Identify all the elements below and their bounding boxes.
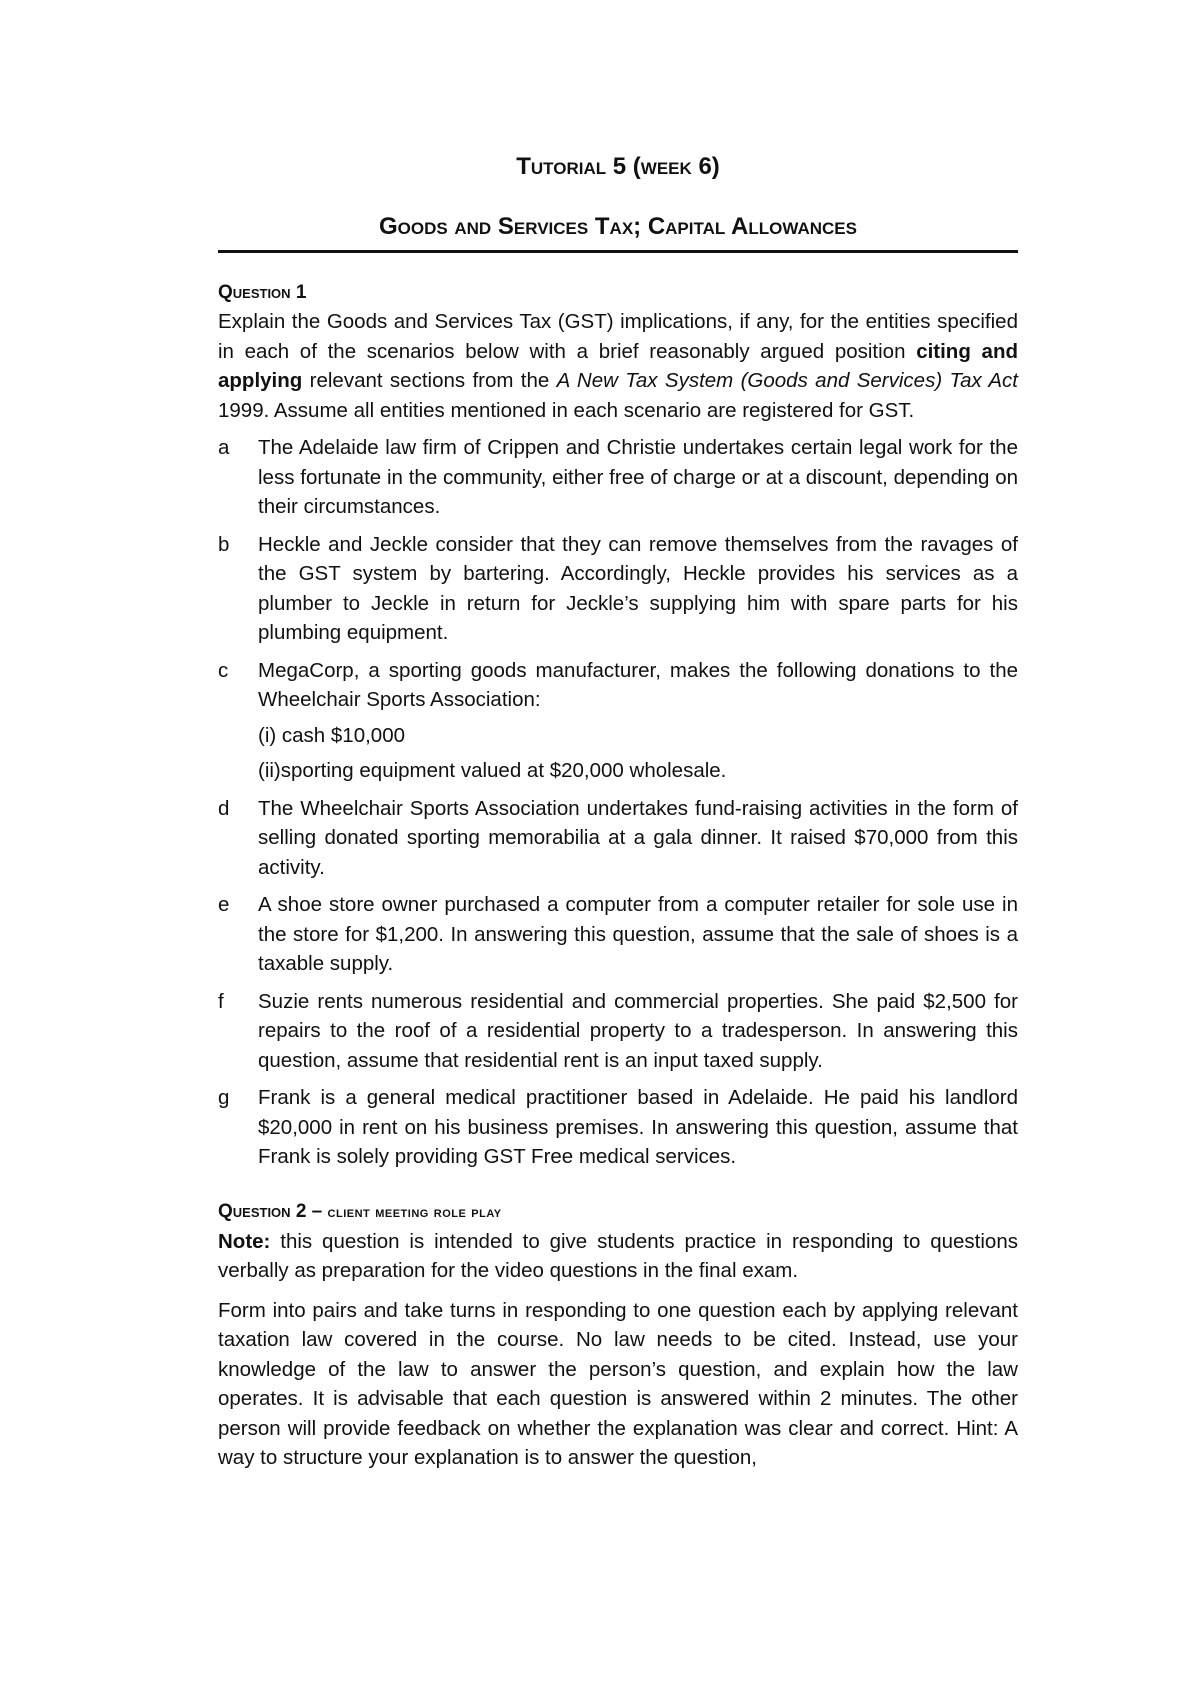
note-text: this question is intended to give students practice in responding to questions verbally as preparation for the video questions in the final exam.: [218, 1229, 1018, 1282]
item-text: Heckle and Jeckle consider that they can remove themselves from the ravages of the GST system by bartering. Accordingly, Heckle provides his services as a plumber to Jeckle in return for Jeckle’s supplying him with spare parts for his plumbing equipment.: [258, 532, 1018, 644]
list-item: [218, 433, 1018, 522]
act-title: A New Tax System (Goods and Services) Tax Act: [556, 369, 1018, 392]
item-text: Frank is a general medical practitioner based in Adelaide. He paid his landlord $20,000 in rent on his business premises. In answering this question, assume that Frank is solely providing GST Free medical services.: [258, 1086, 1018, 1168]
question-2-heading: [218, 1198, 1018, 1227]
item-label: d: [218, 796, 230, 820]
item-label: c: [218, 658, 229, 682]
document-page: [218, 150, 1018, 1473]
intro-text: 1999. Assume all entities mentioned in each scenario are registered for GST.: [218, 398, 915, 422]
intro-text: Explain the Goods and Services Tax (GST) implications, if any, for the entities specified in each of the scenarios below with a brief reasonably argued position: [218, 310, 1018, 363]
item-label: g: [218, 1086, 230, 1109]
sub-item: (i) cash $10,000: [258, 723, 406, 747]
list-item: [218, 987, 1018, 1076]
list-item: [218, 656, 1018, 786]
item-text: A shoe store owner purchased a computer from a computer retailer for sole use in the store for $1,200. In answering this question, assume that the sale of shoes is a taxable supply.: [258, 893, 1018, 975]
item-label: f: [218, 989, 224, 1013]
item-label: a: [218, 436, 230, 459]
page-subtitle: Goods and Services Tax; Capital Allowances: [378, 213, 857, 240]
question-2-title: Question 2 –: [218, 1200, 328, 1222]
item-text: The Adelaide law firm of Crippen and Christie undertakes certain legal work for the less fortunate in the community, either free of charge or at a discount, depending on their circumstances.: [258, 436, 1018, 518]
intro-bold-text: citing and applying: [218, 339, 1018, 392]
item-text: Suzie rents numerous residential and commercial properties. She paid $2,500 for repairs to the roof of a residential property to a tradesperson. In answering this question, assume that residential rent is an input taxed supply.: [258, 989, 1018, 1072]
item-text: The Wheelchair Sports Association undertakes fund-raising activities in the form of selling donated sporting memorabilia at a gala dinner. It raised $70,000 from this activity.: [258, 796, 1018, 879]
note-label: Note:: [218, 1229, 271, 1253]
item-label: b: [218, 532, 230, 556]
question-1-heading: Question 1: [218, 282, 307, 303]
question-1-intro: [218, 307, 1018, 425]
list-item: [218, 794, 1018, 883]
question-2-note: [218, 1227, 1018, 1286]
item-label: e: [218, 893, 230, 916]
list-item: [218, 890, 1018, 979]
item-text: MegaCorp, a sporting goods manufacturer, makes the following donations to the Wheelchair Sports Association:: [258, 658, 1018, 711]
sub-item: (ii)sporting equipment valued at $20,000 wholesale.: [258, 759, 727, 782]
list-item: [218, 1083, 1018, 1172]
question-2-body: Form into pairs and take turns in responding to one question each by applying relevant taxation law covered in the course. No law needs to be cited. Instead, use your knowledge of the law to answer the person’s question, and explain how the law operates. It is advisable that each question is answered within 2 minutes. The other person will provide feedback on whether the explanation was clear and correct. Hint: A way to structure your explanation is to answer the question,: [218, 1298, 1018, 1469]
intro-text: relevant sections from the: [302, 369, 557, 392]
list-item: [218, 530, 1018, 648]
page-title: Tutorial 5 (week 6): [516, 153, 720, 180]
question-2-subtitle: client meeting role play: [327, 1203, 502, 1221]
scenario-list: [218, 433, 1018, 1172]
title-divider: [218, 250, 1018, 253]
